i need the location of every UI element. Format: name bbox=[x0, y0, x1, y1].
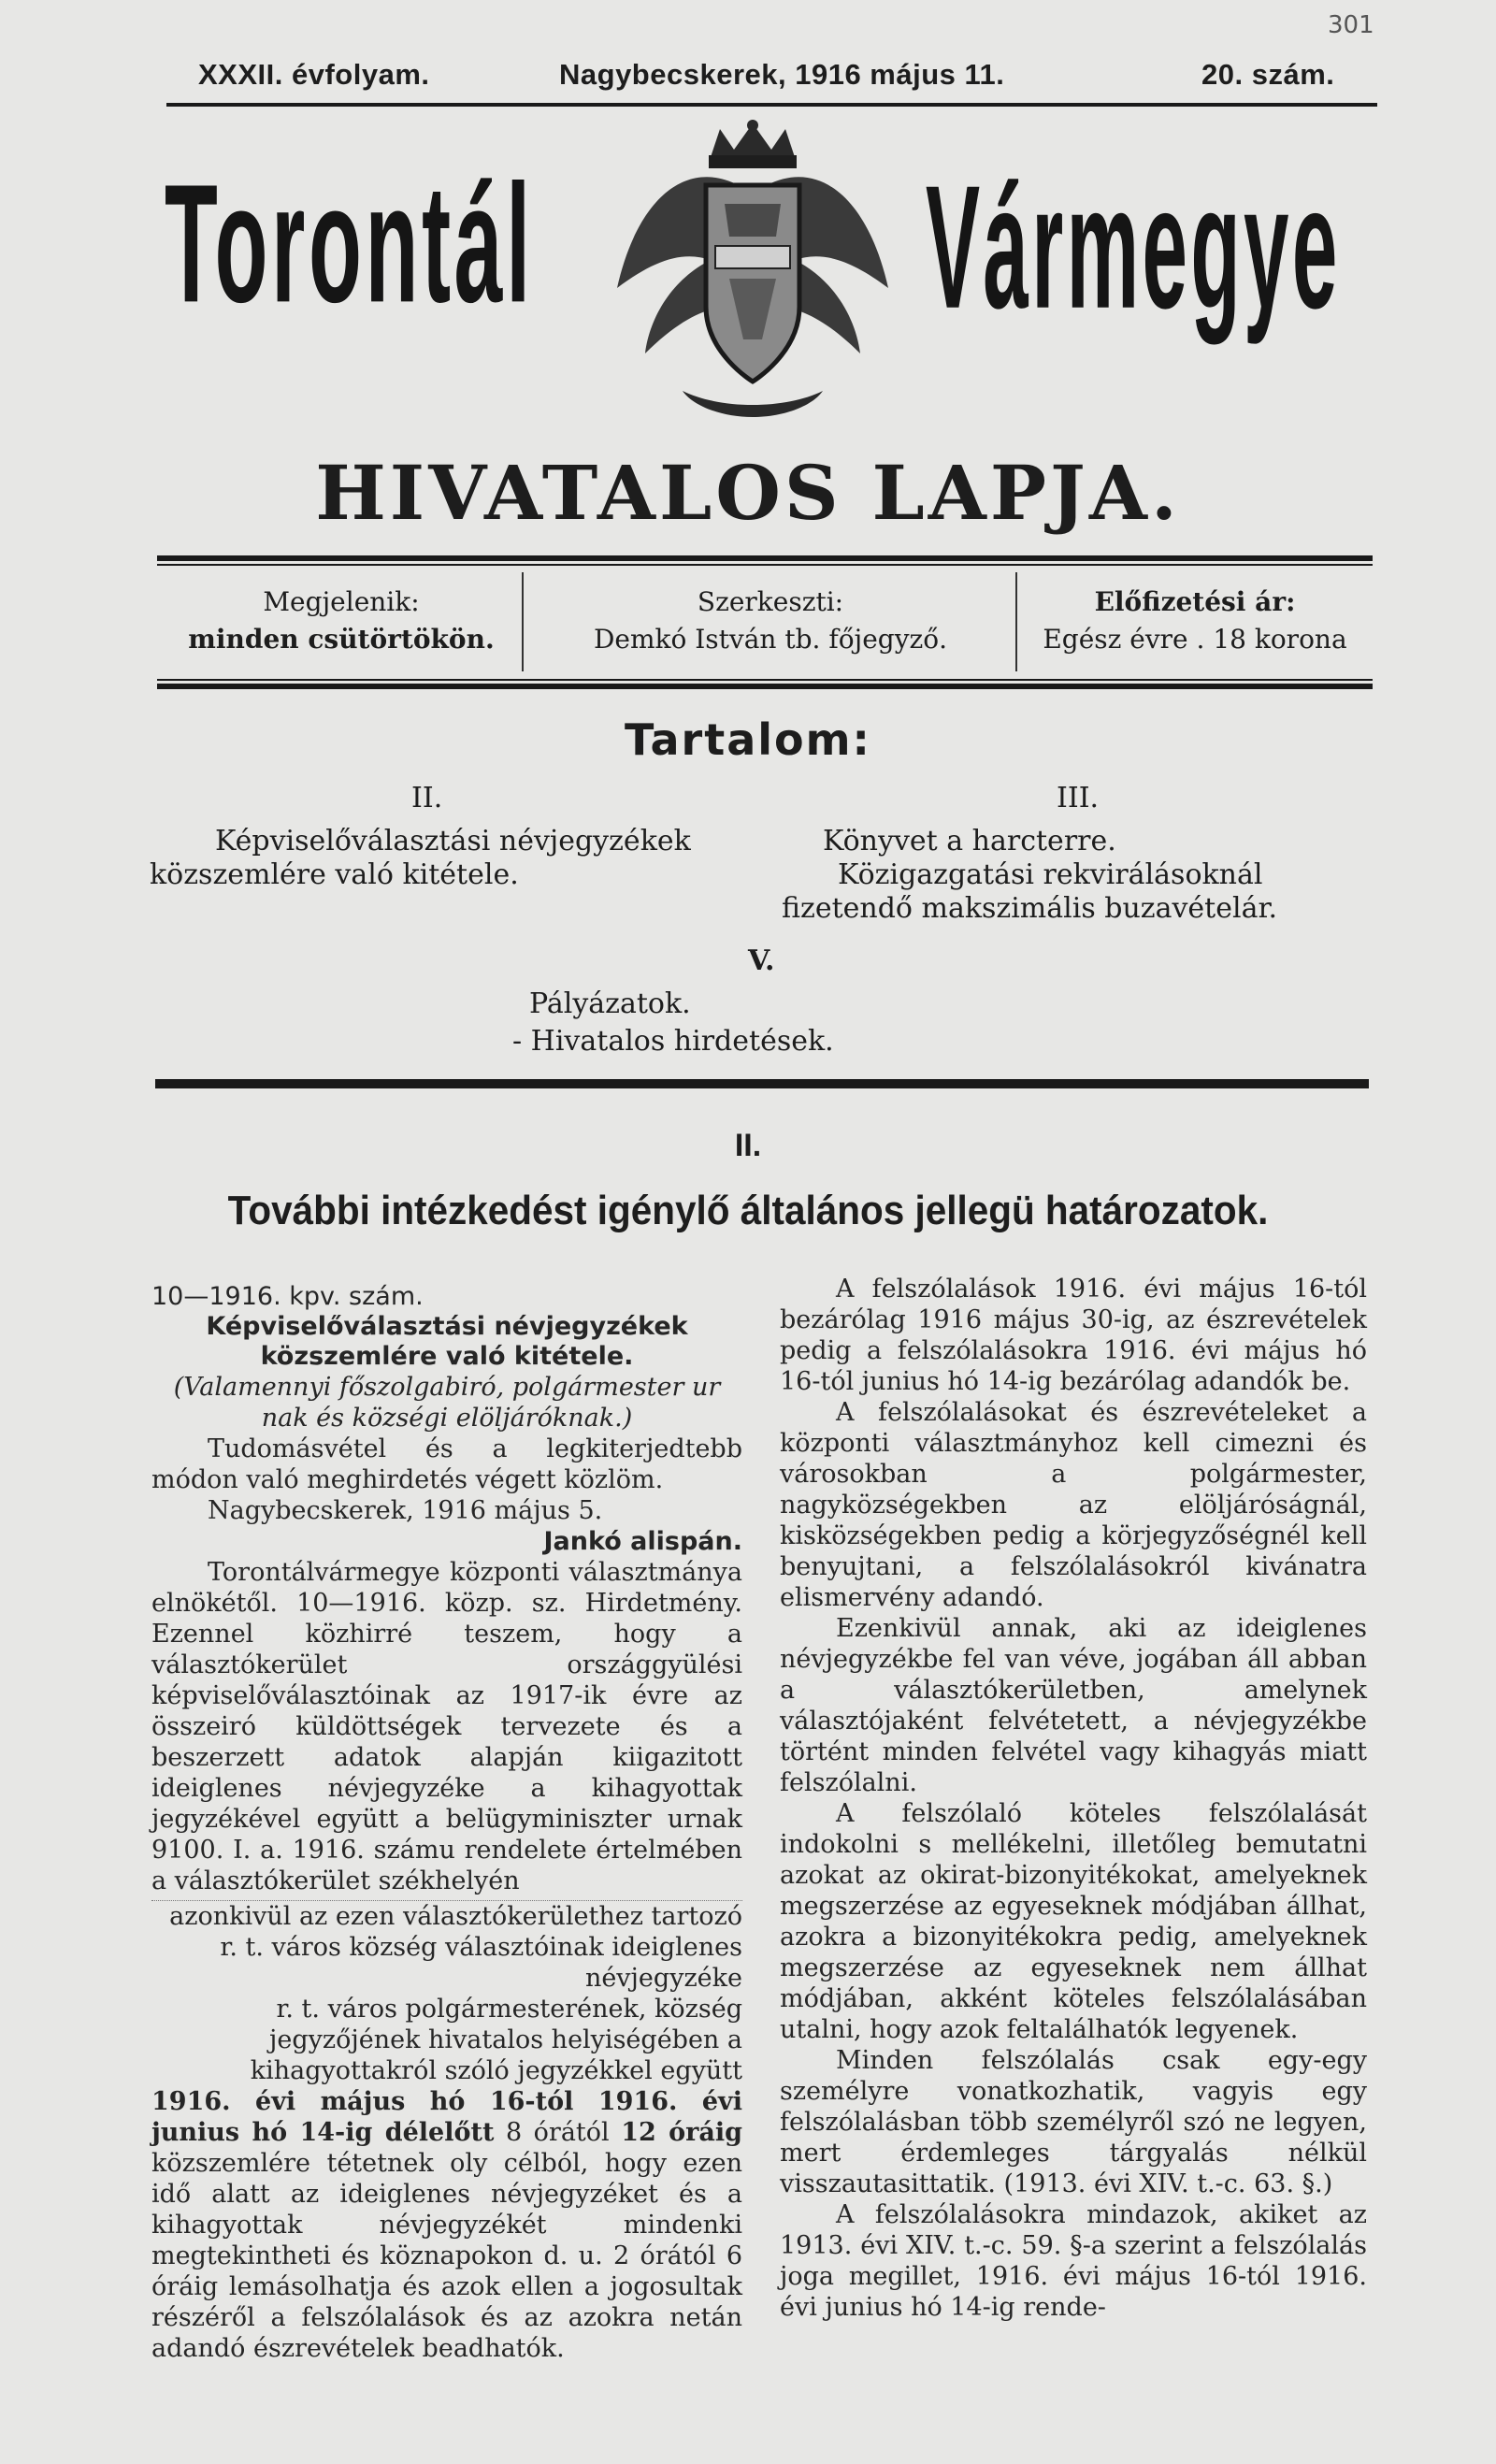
top-rule bbox=[166, 103, 1377, 107]
right-p4: A felszólaló köteles felszólalását indokolni s mellékelni, illetőleg bemutatni azokat az okirat-bizonyitékokat, amelyeknek megszerzése az egyeseknek módjában állhat, azokra a bizonyitékokra pedig, amelyeknek megszerzése az egyeseknek nem állhat módjában, akként köteles felszólalásában utalni, hogy azok feltalálhatók legyenek. bbox=[780, 1799, 1367, 2044]
volume-label: XXXII. évfolyam. bbox=[198, 58, 430, 91]
rule-info-top bbox=[157, 555, 1373, 561]
left-p3: azonkivül az ezen választókerülethez tartozó bbox=[151, 1900, 742, 1932]
left-ref: 10—1916. kpv. szám. bbox=[151, 1282, 424, 1311]
rule-info-top-thin bbox=[157, 564, 1373, 566]
contents-sec3-num: III. bbox=[1057, 782, 1100, 814]
appears-value: minden csütörtökön. bbox=[188, 624, 495, 655]
left-p5: r. t. város polgármesterének, község jegyzőjének hivatalos helyiségében a kihagyottakról szóló jegyzékkel együtt bbox=[250, 1995, 742, 2085]
contents-sec3-item2: Közigazgatási rekvirálásoknál fizetendő makszimális buzavételár. bbox=[782, 858, 1278, 925]
rule-info-bottom-thin bbox=[157, 679, 1373, 681]
masthead-right-word: Vármegye bbox=[926, 148, 1341, 345]
left-p2: Torontálvármegye központi választmánya elnökétől. 10—1916. közp. sz. Hirdetmény. Ezennel közhirré teszem, hogy a választókerület országgyülési képviselőválasztóinak az 1917-ik évre az összeiró küldöttségek tervezete és a beszerzett adatok alapján kiigazitott ideiglenes névjegyzéke a kihagyottak jegyzékével együtt a belügyminiszter urnak 9100. I. a. 1916. számu rendelete értelmében a választókerület székhelyén bbox=[151, 1558, 742, 1895]
left-signature: Jankó alispán. bbox=[543, 1527, 742, 1556]
coat-of-arms-icon bbox=[598, 120, 907, 428]
subscription-label: Előfizetési ár: bbox=[1094, 586, 1296, 617]
section-title: További intézkedést igénylő általános jellegü határozatok. bbox=[227, 1188, 1269, 1233]
left-dateline: Nagybecskerek, 1916 május 5. bbox=[208, 1496, 603, 1525]
subscription-value: Egész évre . 18 korona bbox=[1043, 624, 1347, 655]
left-p5-mid: 8 órától bbox=[505, 2118, 610, 2147]
editor-box bbox=[524, 584, 1017, 658]
left-p1: Tudomásvétel és a legkiterjedtebb módon való meghirdetés végett közlöm. bbox=[151, 1434, 742, 1494]
subscription-box bbox=[1019, 584, 1371, 658]
appears-label: Megjelenik: bbox=[263, 586, 420, 617]
contents-bottom-rule bbox=[155, 1079, 1369, 1088]
editor-label: Szerkeszti: bbox=[697, 586, 844, 617]
left-title: Képviselőválasztási névjegyzékek közszemlére való kitétele. bbox=[206, 1312, 688, 1371]
left-p5-bold2: 12 óráig bbox=[621, 2118, 742, 2147]
contents-sec3-item1: Könyvet a harcterre. bbox=[823, 825, 1116, 857]
contents-sec2-num: II. bbox=[411, 782, 443, 814]
left-p5-end: közszemlére tétetnek oly célból, hogy ezen idő alatt az ideiglenes névjegyzéket és a kihagyottak névjegyzékét mindenki megtekintheti és köznapokon d. u. 2 órától 6 óráig lemásolhatja és azok ellen a jogosultak részéről a felszólalások és az azokra netán adandó észrevételek beadhatók. bbox=[151, 2149, 742, 2363]
appears-box bbox=[159, 584, 524, 658]
right-column bbox=[780, 1274, 1367, 2323]
right-p3: Ezenkivül annak, aki az ideiglenes névjegyzékbe fel van véve, jogában áll abban a választókerületben, amelynek választójaként felvétetett, a névjegyzékbe történt minden felvétel vagy kihagyás miatt felszólalni. bbox=[780, 1614, 1367, 1797]
contents-sec2-item: Képviselőválasztási névjegyzékek közszemlére való kitétele. bbox=[150, 825, 691, 891]
right-p1: A felszólalások 1916. évi május 16-tól bezárólag 1916 május 30-ig, az észrevételek pedig a felszólalásokra 1916. évi május hó 16-tól junius hó 14-ig bezárólag adandók be. bbox=[780, 1275, 1367, 1396]
left-column bbox=[151, 1281, 742, 2364]
left-p5-bold: 1916. évi május hó 16-tól 1916. évi junius hó 14-ig délelőtt bbox=[151, 2087, 742, 2147]
editor-value: Demkó István tb. főjegyző. bbox=[593, 624, 948, 655]
contents-sec5-item2: - Hivatalos hirdetések. bbox=[512, 1025, 834, 1058]
masthead-left-word: Torontál bbox=[165, 149, 534, 338]
right-p5: Minden felszólalás csak egy-egy személyre vonatkozhatik, vagyis egy felszólalásban több személyről szó ne legyen, mert érdemleges tárgyalás nélkül visszautasittatik. (1913. évi XIV. t.-c. 63. §.) bbox=[780, 2046, 1367, 2198]
issue-number: 20. szám. bbox=[1201, 58, 1335, 91]
corner-mark: 301 bbox=[1328, 11, 1374, 39]
place-date-label: Nagybecskerek, 1916 május 11. bbox=[559, 58, 1005, 91]
info-separator-2 bbox=[1015, 572, 1017, 671]
section-number: II. bbox=[734, 1128, 762, 1163]
contents-sec5-num: V. bbox=[748, 944, 775, 977]
rule-info-bottom bbox=[157, 684, 1373, 689]
left-p4: r. t. város község választóinak ideiglenes névjegyzéke bbox=[220, 1933, 742, 1993]
left-addressees: (Valamennyi főszolgabiró, polgármester ur nak és községi elöljáróknak.) bbox=[173, 1373, 721, 1433]
masthead-subtitle: HIVATALOS LAPJA. bbox=[315, 449, 1181, 537]
contents-sec5-item1: Pályázatok. bbox=[529, 987, 691, 1020]
right-p2: A felszólalásokat és észrevételeket a központi választmányhoz kell cimezni és városokban a polgármester, nagyközségekben az elöljáróságnál, kisközségekben pedig a körjegyzőségnél kell benyujtani, a felszólalásokról kivánatra elismervény adandó. bbox=[780, 1398, 1367, 1612]
contents-title: Tartalom: bbox=[625, 714, 871, 765]
right-p6: A felszólalásokra mindazok, akiket az 1913. évi XIV. t.-c. 59. §-a szerint a felszólalás joga megillet, 1916. évi május 16-tól 1916. évi junius hó 14-ig rende- bbox=[780, 2200, 1367, 2322]
